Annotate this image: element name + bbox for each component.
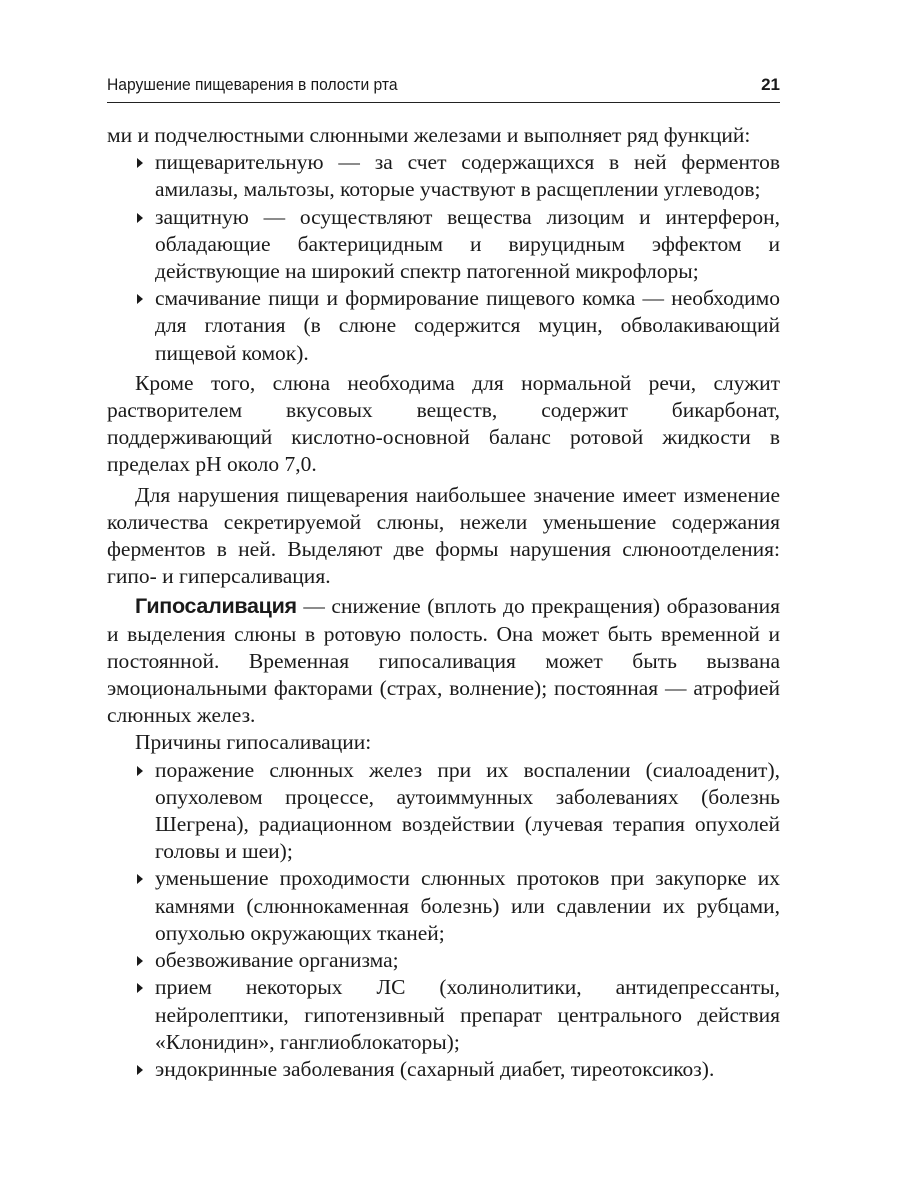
- list-item-text: защитную — осуществляют вещества лизоцим и интерферон, обладающие бактерицидным и вируцидным эффектом и действующие на широкий спектр патогенной микрофлоры;: [155, 204, 780, 284]
- list-item: [107, 757, 780, 866]
- triangle-bullet-icon: [137, 294, 143, 304]
- intro-paragraph: ми и подчелюстными слюнными железами и выполняет ряд функций:: [107, 123, 751, 147]
- triangle-bullet-icon: [137, 983, 143, 993]
- list-item-text: эндокринные заболевания (сахарный диабет, тиреотоксикоз).: [155, 1056, 715, 1081]
- triangle-bullet-icon: [137, 874, 143, 884]
- list-item: [107, 204, 780, 286]
- hyposalivation-definition: — снижение (вплоть до прекращения) образования и выделения слюны в ротовую полость. Она может быть временной и постоянной. Временная гипосаливация может быть вызвана эмоциональными факторами (страх, волнение); постоянная — атрофией слюнных желез.: [107, 594, 780, 728]
- causes-heading: Причины гипосаливации:: [135, 730, 372, 755]
- page-body: [107, 122, 780, 1083]
- triangle-bullet-icon: [137, 213, 143, 223]
- list-item-text: смачивание пищи и формирование пищевого комка — необходимо для глотания (в слюне содержится муцин, обволакивающий пищевой комок).: [155, 286, 780, 365]
- list-item-text: обезвоживание организма;: [155, 948, 399, 973]
- disorders-paragraph: Для нарушения пищеварения наибольшее значение имеет изменение количества секретируемой слюны, нежели уменьшение содержания ферментов в ней. Выделяют две формы нарушения слюноотделения: гипо- и гиперсаливация.: [107, 482, 780, 589]
- list-item: [107, 865, 780, 947]
- list-item-text: прием некоторых ЛС (холинолитики, антидепрессанты, нейролептики, гипотензивный препарат центрального действия «Клонидин», ганглиоблокаторы);: [155, 975, 780, 1054]
- hyposalivation-causes-list: [107, 757, 780, 1083]
- triangle-bullet-icon: [137, 158, 143, 168]
- list-item: [107, 974, 780, 1056]
- running-header: [107, 72, 780, 103]
- triangle-bullet-icon: [137, 766, 143, 776]
- saliva-functions-list: [107, 149, 780, 367]
- list-item: [107, 149, 780, 203]
- hyposalivation-paragraph: [107, 593, 780, 729]
- list-item-text: поражение слюнных желез при их воспалении (сиалоаденит), опухолевом процессе, аутоиммунных заболеваниях (болезнь Шегрена), радиационном воздействии (лучевая терапия опухолей головы и шеи);: [155, 757, 780, 864]
- list-item: [107, 285, 780, 367]
- list-item-text: уменьшение проходимости слюнных протоков при закупорке их камнями (слюннокаменная болезнь) или сдавлении их рубцами, опухолью окружающих тканей;: [155, 866, 780, 945]
- triangle-bullet-icon: [137, 956, 143, 966]
- list-item: [107, 1056, 780, 1083]
- hyposalivation-term: Гипосаливация: [135, 594, 297, 619]
- additional-functions-paragraph: Кроме того, слюна необходима для нормальной речи, служит растворителем вкусовых веществ, содержит бикарбонат, поддерживающий кислотно-основной баланс ротовой жидкости в пределах pH около 7,0.: [107, 370, 780, 477]
- running-title: Нарушение пищеварения в полости рта: [107, 75, 398, 94]
- page-number: 21: [761, 75, 780, 94]
- list-item: [107, 947, 780, 974]
- list-item-text: пищеварительную — за счет содержащихся в ней ферментов амилазы, мальтозы, которые участвуют в расщеплении углеводов;: [155, 150, 780, 202]
- triangle-bullet-icon: [137, 1065, 143, 1075]
